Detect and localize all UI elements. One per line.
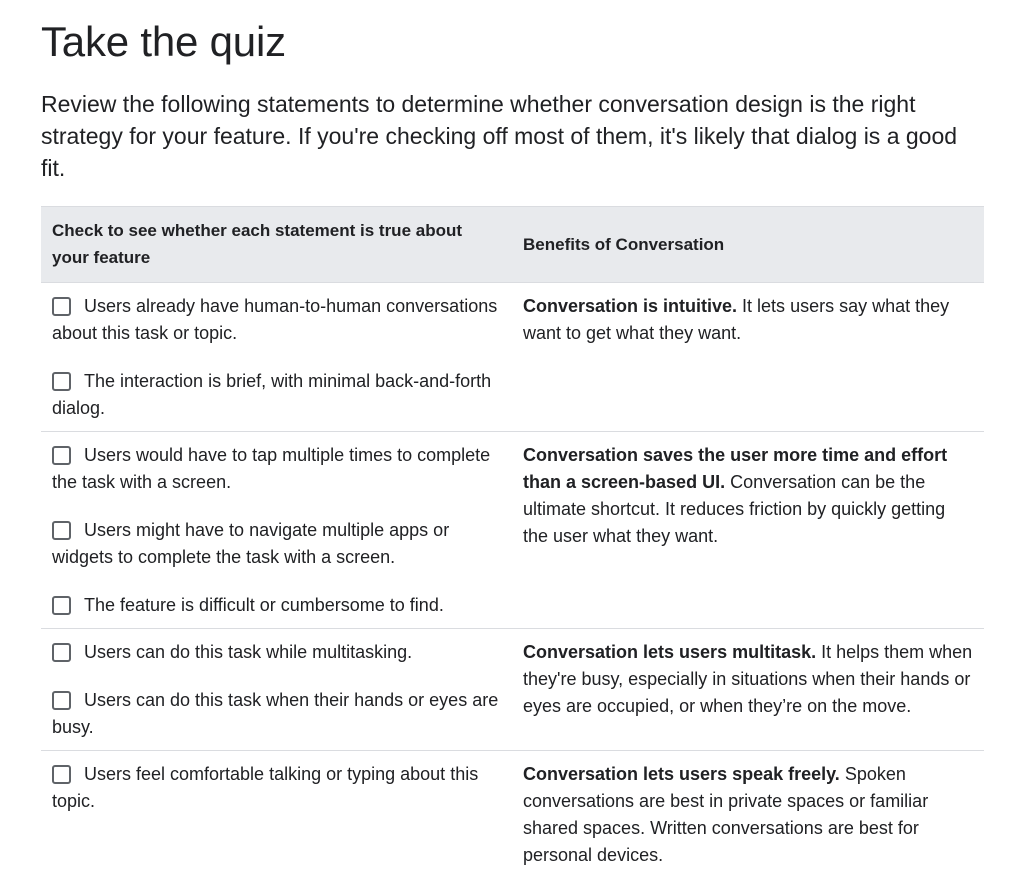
statement-checkbox[interactable]	[52, 596, 71, 615]
benefit-text: It helps them when they're busy, especially in situations when their hands or eyes are occupied, or when they’re on the move.	[523, 642, 972, 716]
table-header-row	[41, 207, 984, 283]
statement-item	[52, 592, 501, 619]
statement-checkbox[interactable]	[52, 765, 71, 784]
intro-paragraph: Review the following statements to determine whether conversation design is the right strategy for your feature. If you're checking off most of them, it's likely that dialog is a good fit.	[41, 88, 971, 184]
statement-item	[52, 442, 501, 496]
statement-text: Users can do this task when their hands or eyes are busy.	[52, 690, 498, 737]
header-statements: Check to see whether each statement is true about your feature	[41, 207, 512, 283]
statement-item	[52, 687, 501, 741]
statement-item	[52, 293, 501, 347]
benefit-text: Conversation can be the ultimate shortcut. It reduces friction by quickly getting the user what they want.	[523, 472, 945, 546]
statement-text: Users would have to tap multiple times to complete the task with a screen.	[52, 445, 490, 492]
table-row	[41, 751, 984, 878]
statement-checkbox[interactable]	[52, 521, 71, 540]
statement-item	[52, 761, 501, 815]
statements-cell	[41, 751, 512, 878]
statement-checkbox[interactable]	[52, 691, 71, 710]
statement-text: Users feel comfortable talking or typing about this topic.	[52, 764, 478, 811]
benefit-text: Spoken conversations are best in private spaces or familiar shared spaces. Written conversations are best for personal devices.	[523, 764, 928, 865]
benefit-cell	[512, 432, 984, 629]
statement-text: Users already have human-to-human conversations about this task or topic.	[52, 296, 497, 343]
statement-text: Users can do this task while multitasking.	[84, 642, 412, 662]
benefit-title: Conversation saves the user more time and effort than a screen-based UI.	[523, 445, 947, 492]
benefit-title: Conversation is intuitive.	[523, 296, 737, 316]
statement-item	[52, 368, 501, 422]
statement-checkbox[interactable]	[52, 372, 71, 391]
quiz-table	[41, 206, 984, 878]
statements-cell	[41, 283, 512, 432]
benefit-cell	[512, 629, 984, 751]
header-benefits: Benefits of Conversation	[512, 207, 984, 283]
benefit-cell	[512, 751, 984, 878]
statement-checkbox[interactable]	[52, 446, 71, 465]
benefit-text: It lets users say what they want to get what they want.	[523, 296, 949, 343]
table-row	[41, 283, 984, 432]
statement-checkbox[interactable]	[52, 297, 71, 316]
statements-cell	[41, 432, 512, 629]
benefit-title: Conversation lets users multitask.	[523, 642, 816, 662]
statement-text: The feature is difficult or cumbersome to find.	[84, 595, 444, 615]
table-row	[41, 432, 984, 629]
statement-item	[52, 639, 501, 666]
benefit-cell	[512, 283, 984, 432]
statements-cell	[41, 629, 512, 751]
statement-text: The interaction is brief, with minimal back-and-forth dialog.	[52, 371, 491, 418]
page-title: Take the quiz	[41, 16, 286, 68]
benefit-title: Conversation lets users speak freely.	[523, 764, 840, 784]
statement-item	[52, 517, 501, 571]
statement-text: Users might have to navigate multiple apps or widgets to complete the task with a screen.	[52, 520, 449, 567]
table-row	[41, 629, 984, 751]
statement-checkbox[interactable]	[52, 643, 71, 662]
